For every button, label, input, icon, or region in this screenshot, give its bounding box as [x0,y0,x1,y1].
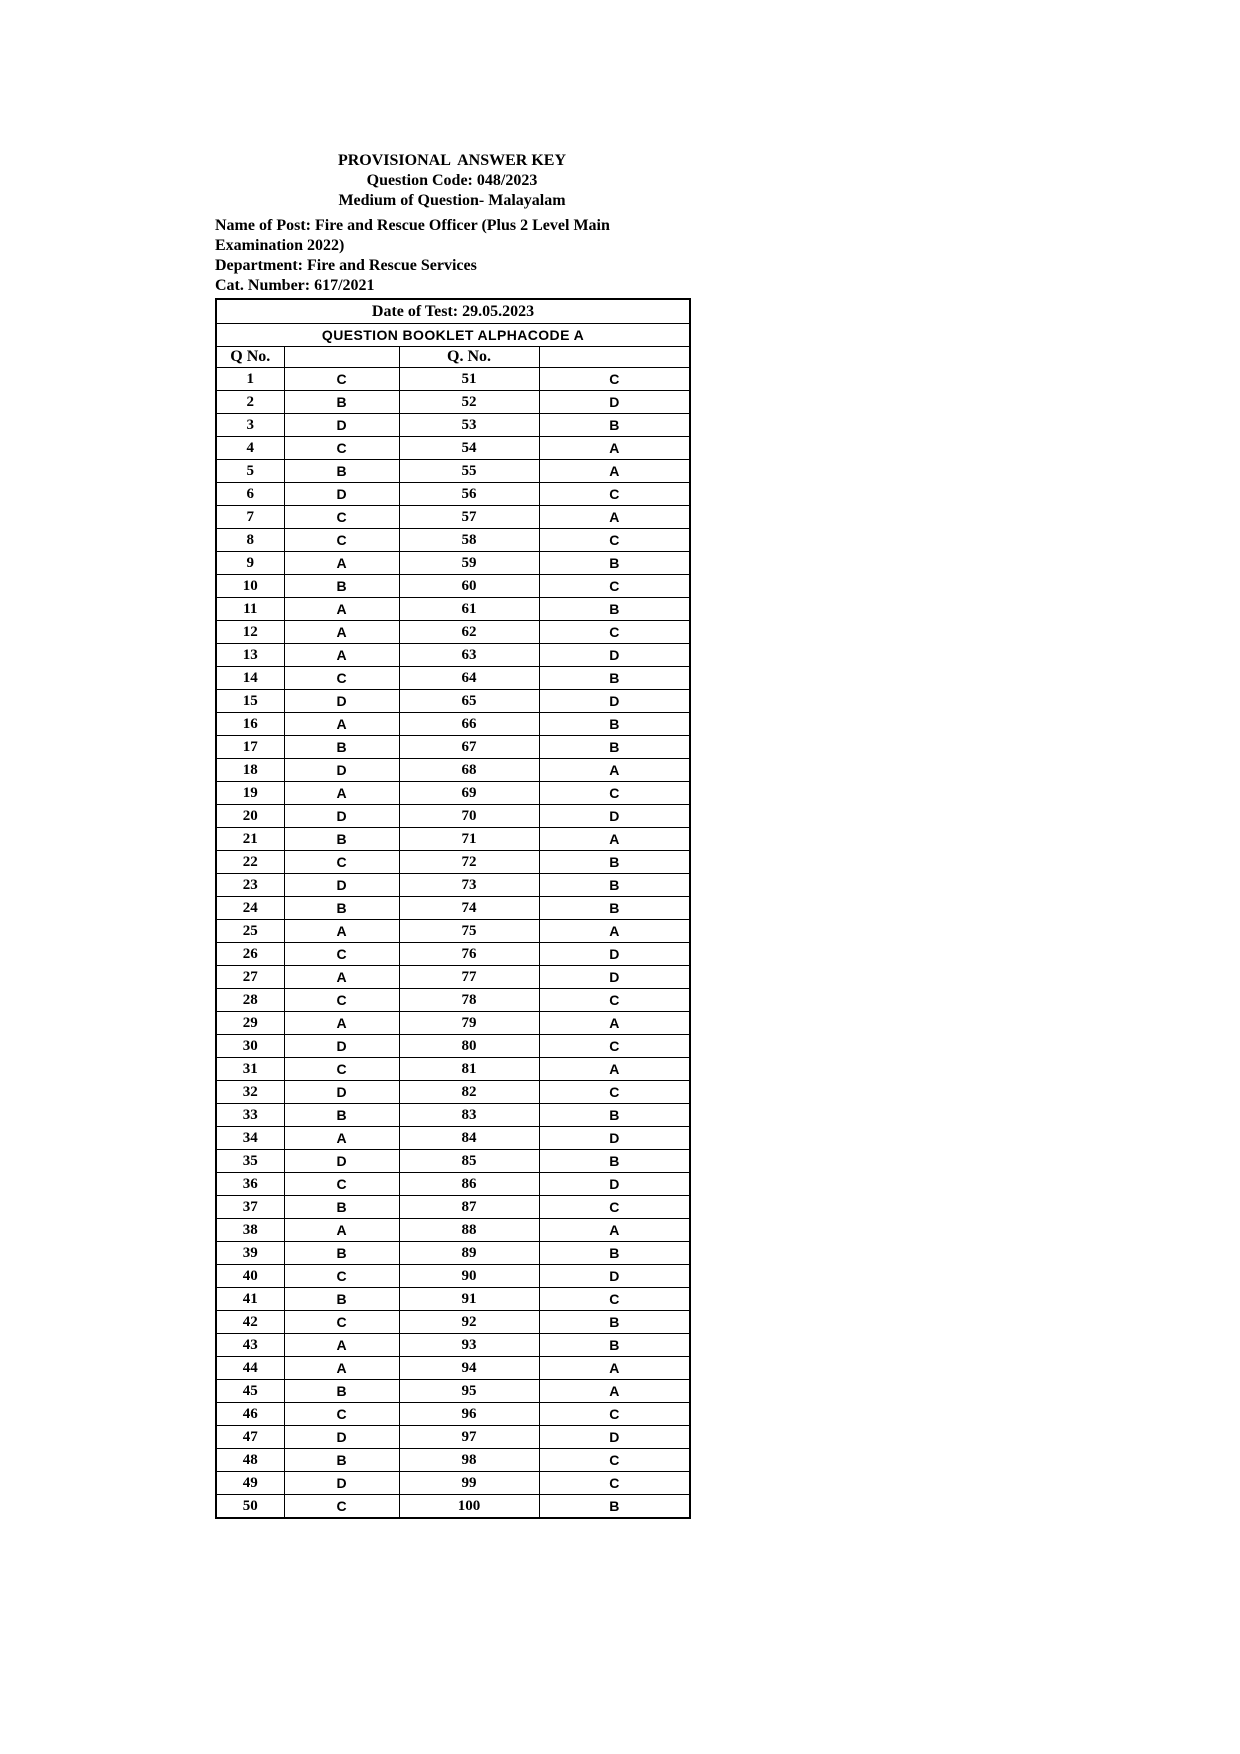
answer-cell: A [284,920,399,943]
question-number-cell: 63 [399,644,539,667]
question-number-cell: 66 [399,713,539,736]
answer-cell: C [284,667,399,690]
answer-cell: A [284,1357,399,1380]
answer-cell: D [539,1173,690,1196]
answer-cell: C [539,575,690,598]
answer-header-left [284,347,399,368]
question-number-cell: 55 [399,460,539,483]
answer-cell: C [284,437,399,460]
question-number-cell: 9 [216,552,284,575]
answer-cell: B [539,1150,690,1173]
answer-cell: A [539,1357,690,1380]
question-number-cell: 95 [399,1380,539,1403]
answer-cell: C [539,1288,690,1311]
answer-cell: A [284,1012,399,1035]
question-number-cell: 27 [216,966,284,989]
table-row [216,1104,690,1127]
answer-cell: A [284,966,399,989]
question-number-cell: 89 [399,1242,539,1265]
question-number-cell: 36 [216,1173,284,1196]
question-number-cell: 85 [399,1150,539,1173]
question-number-cell: 48 [216,1449,284,1472]
answer-cell: D [284,1150,399,1173]
table-row [216,1495,690,1519]
question-number-cell: 31 [216,1058,284,1081]
answer-cell: B [284,460,399,483]
table-row [216,897,690,920]
question-number-cell: 30 [216,1035,284,1058]
question-number-cell: 25 [216,920,284,943]
answer-cell: A [539,1219,690,1242]
table-row [216,920,690,943]
question-number-cell: 4 [216,437,284,460]
table-row [216,575,690,598]
question-number-cell: 83 [399,1104,539,1127]
answer-cell: D [539,1426,690,1449]
question-number-cell: 5 [216,460,284,483]
answer-cell: D [284,1472,399,1495]
question-number-cell: 39 [216,1242,284,1265]
answer-cell: D [539,690,690,713]
answer-cell: B [284,1380,399,1403]
page-title: PROVISIONAL ANSWER KEY [337,152,567,169]
question-number-cell: 51 [399,368,539,391]
document-content [215,151,689,1519]
answer-cell: D [539,391,690,414]
booklet-alphacode-title: QUESTION BOOKLET ALPHACODE A [216,324,690,347]
answer-cell: D [539,1265,690,1288]
question-number-cell: 98 [399,1449,539,1472]
question-number-cell: 19 [216,782,284,805]
answer-cell: B [284,1288,399,1311]
table-row [216,1058,690,1081]
question-number-cell: 24 [216,897,284,920]
answer-cell: B [284,575,399,598]
question-number-cell: 50 [216,1495,284,1519]
question-number-cell: 61 [399,598,539,621]
answer-cell: A [539,506,690,529]
question-number-cell: 53 [399,414,539,437]
question-number-cell: 87 [399,1196,539,1219]
question-number-cell: 64 [399,667,539,690]
answer-cell: B [539,598,690,621]
answer-cell: C [284,1495,399,1519]
question-number-cell: 20 [216,805,284,828]
answer-cell: D [539,1127,690,1150]
table-row [216,414,690,437]
table-row [216,713,690,736]
answer-cell: A [539,1058,690,1081]
name-of-post-line-2: Examination 2022) [215,237,345,254]
answer-cell: C [284,1265,399,1288]
table-row [216,828,690,851]
table-row [216,1357,690,1380]
table-row [216,644,690,667]
cat-number-line: Cat. Number: 617/2021 [215,277,375,294]
answer-cell: D [284,690,399,713]
answer-cell: D [284,759,399,782]
answer-cell: A [539,460,690,483]
question-number-cell: 37 [216,1196,284,1219]
answer-cell: B [284,1104,399,1127]
question-number-cell: 49 [216,1472,284,1495]
table-row [216,874,690,897]
answer-cell: A [539,1012,690,1035]
answer-cell: A [284,598,399,621]
table-row [216,1242,690,1265]
post-info-block [215,216,689,296]
answer-cell: A [284,782,399,805]
question-number-cell: 13 [216,644,284,667]
question-number-cell: 54 [399,437,539,460]
question-number-cell: 47 [216,1426,284,1449]
answer-cell: B [284,1196,399,1219]
question-number-cell: 77 [399,966,539,989]
question-number-cell: 88 [399,1219,539,1242]
question-number-cell: 70 [399,805,539,828]
table-row [216,690,690,713]
answer-cell: C [284,943,399,966]
answer-cell: B [284,1449,399,1472]
table-row [216,1334,690,1357]
answer-cell: A [284,1219,399,1242]
question-number-cell: 2 [216,391,284,414]
answer-cell: C [284,368,399,391]
table-row [216,759,690,782]
question-number-cell: 18 [216,759,284,782]
question-number-cell: 14 [216,667,284,690]
question-number-cell: 41 [216,1288,284,1311]
answer-cell: C [284,529,399,552]
answer-cell: B [539,667,690,690]
question-number-cell: 35 [216,1150,284,1173]
question-number-cell: 92 [399,1311,539,1334]
question-number-cell: 3 [216,414,284,437]
answer-cell: C [539,621,690,644]
table-row [216,1449,690,1472]
table-row [216,1127,690,1150]
question-number-cell: 93 [399,1334,539,1357]
table-row [216,391,690,414]
answer-cell: C [284,1058,399,1081]
answer-cell: A [539,828,690,851]
table-row [216,598,690,621]
table-row [216,1150,690,1173]
answer-cell: A [539,437,690,460]
table-row [216,1081,690,1104]
question-number-cell: 56 [399,483,539,506]
answer-cell: B [539,897,690,920]
question-number-cell: 28 [216,989,284,1012]
question-number-cell: 62 [399,621,539,644]
question-number-cell: 45 [216,1380,284,1403]
table-row [216,1472,690,1495]
table-row [216,1380,690,1403]
answer-cell: A [284,621,399,644]
table-row [216,437,690,460]
answer-cell: D [284,1035,399,1058]
answer-cell: C [539,368,690,391]
answer-cell: B [539,851,690,874]
question-number-cell: 6 [216,483,284,506]
date-of-test-row [216,299,690,324]
question-number-cell: 57 [399,506,539,529]
question-number-cell: 75 [399,920,539,943]
answer-table-body [216,368,690,1519]
question-number-cell: 99 [399,1472,539,1495]
table-row [216,368,690,391]
table-row [216,1196,690,1219]
question-number-cell: 86 [399,1173,539,1196]
question-number-cell: 22 [216,851,284,874]
answer-cell: C [539,1081,690,1104]
question-number-cell: 67 [399,736,539,759]
question-number-cell: 15 [216,690,284,713]
question-number-cell: 100 [399,1495,539,1519]
question-number-cell: 8 [216,529,284,552]
table-row [216,552,690,575]
table-row [216,989,690,1012]
question-number-cell: 96 [399,1403,539,1426]
qno-header-left: Q No. [216,347,284,368]
booklet-alphacode-row [216,324,690,347]
answer-cell: C [284,1311,399,1334]
table-row [216,460,690,483]
question-number-cell: 34 [216,1127,284,1150]
answer-cell: D [284,414,399,437]
medium-of-question-line: Medium of Question- Malayalam [338,192,566,209]
answer-cell: B [284,897,399,920]
answer-cell: B [539,1334,690,1357]
answer-cell: B [539,1495,690,1519]
question-number-cell: 21 [216,828,284,851]
question-number-cell: 23 [216,874,284,897]
question-number-cell: 94 [399,1357,539,1380]
question-number-cell: 46 [216,1403,284,1426]
answer-header-right [539,347,690,368]
table-row [216,943,690,966]
answer-cell: D [284,805,399,828]
question-number-cell: 97 [399,1426,539,1449]
question-number-cell: 71 [399,828,539,851]
table-row [216,1173,690,1196]
table-row [216,1035,690,1058]
table-row [216,1265,690,1288]
answer-cell: D [539,805,690,828]
question-number-cell: 40 [216,1265,284,1288]
answer-cell: B [284,1242,399,1265]
answer-cell: B [539,1104,690,1127]
answer-cell: B [539,552,690,575]
answer-cell: C [539,483,690,506]
answer-cell: C [539,1403,690,1426]
name-of-post-line-1: Name of Post: Fire and Rescue Officer (Plus 2 Level Main [215,217,610,234]
answer-cell: C [539,529,690,552]
answer-cell: C [284,506,399,529]
answer-cell: D [284,1081,399,1104]
question-number-cell: 58 [399,529,539,552]
answer-cell: C [539,1449,690,1472]
question-number-cell: 91 [399,1288,539,1311]
table-row [216,966,690,989]
answer-key-table [215,298,691,1519]
question-number-cell: 74 [399,897,539,920]
question-number-cell: 10 [216,575,284,598]
table-row [216,529,690,552]
question-number-cell: 81 [399,1058,539,1081]
answer-cell: A [284,1127,399,1150]
table-row [216,1219,690,1242]
table-row [216,1403,690,1426]
answer-cell: B [539,874,690,897]
answer-cell: D [539,644,690,667]
question-number-cell: 7 [216,506,284,529]
question-number-cell: 84 [399,1127,539,1150]
answer-cell: A [539,920,690,943]
answer-cell: C [539,1035,690,1058]
answer-cell: C [284,1173,399,1196]
table-row [216,483,690,506]
question-number-cell: 90 [399,1265,539,1288]
question-number-cell: 42 [216,1311,284,1334]
table-row [216,1288,690,1311]
question-number-cell: 1 [216,368,284,391]
answer-cell: D [284,483,399,506]
answer-cell: D [539,943,690,966]
table-row [216,1426,690,1449]
answer-cell: B [539,713,690,736]
question-number-cell: 72 [399,851,539,874]
question-number-cell: 78 [399,989,539,1012]
question-number-cell: 79 [399,1012,539,1035]
title-block [215,151,689,211]
question-code-line: Question Code: 048/2023 [366,172,538,189]
question-number-cell: 17 [216,736,284,759]
answer-cell: B [539,1311,690,1334]
question-number-cell: 59 [399,552,539,575]
table-row [216,1012,690,1035]
answer-cell: B [284,391,399,414]
question-number-cell: 43 [216,1334,284,1357]
answer-cell: A [284,1334,399,1357]
question-number-cell: 76 [399,943,539,966]
question-number-cell: 69 [399,782,539,805]
answer-cell: A [284,644,399,667]
question-number-cell: 16 [216,713,284,736]
answer-cell: A [539,759,690,782]
question-number-cell: 12 [216,621,284,644]
table-row [216,621,690,644]
department-line: Department: Fire and Rescue Services [215,257,477,274]
answer-cell: D [539,966,690,989]
question-number-cell: 80 [399,1035,539,1058]
answer-cell: A [284,552,399,575]
answer-cell: C [284,989,399,1012]
answer-cell: A [539,1380,690,1403]
column-header-row [216,347,690,368]
table-row [216,805,690,828]
table-row [216,782,690,805]
table-row [216,1311,690,1334]
question-number-cell: 60 [399,575,539,598]
answer-cell: C [539,1472,690,1495]
answer-cell: C [284,851,399,874]
question-number-cell: 44 [216,1357,284,1380]
table-row [216,851,690,874]
answer-cell: B [284,736,399,759]
answer-cell: B [284,828,399,851]
answer-cell: C [539,1196,690,1219]
question-number-cell: 68 [399,759,539,782]
answer-cell: B [539,1242,690,1265]
question-number-cell: 32 [216,1081,284,1104]
question-number-cell: 73 [399,874,539,897]
date-of-test: Date of Test: 29.05.2023 [216,299,690,324]
table-row [216,506,690,529]
question-number-cell: 82 [399,1081,539,1104]
question-number-cell: 29 [216,1012,284,1035]
question-number-cell: 38 [216,1219,284,1242]
table-row [216,736,690,759]
answer-cell: C [284,1403,399,1426]
answer-cell: C [539,989,690,1012]
answer-cell: C [539,782,690,805]
table-row [216,667,690,690]
question-number-cell: 52 [399,391,539,414]
question-number-cell: 33 [216,1104,284,1127]
question-number-cell: 11 [216,598,284,621]
answer-cell: D [284,1426,399,1449]
answer-cell: B [539,736,690,759]
question-number-cell: 65 [399,690,539,713]
qno-header-right: Q. No. [399,347,539,368]
answer-cell: B [539,414,690,437]
answer-cell: A [284,713,399,736]
question-number-cell: 26 [216,943,284,966]
answer-cell: D [284,874,399,897]
